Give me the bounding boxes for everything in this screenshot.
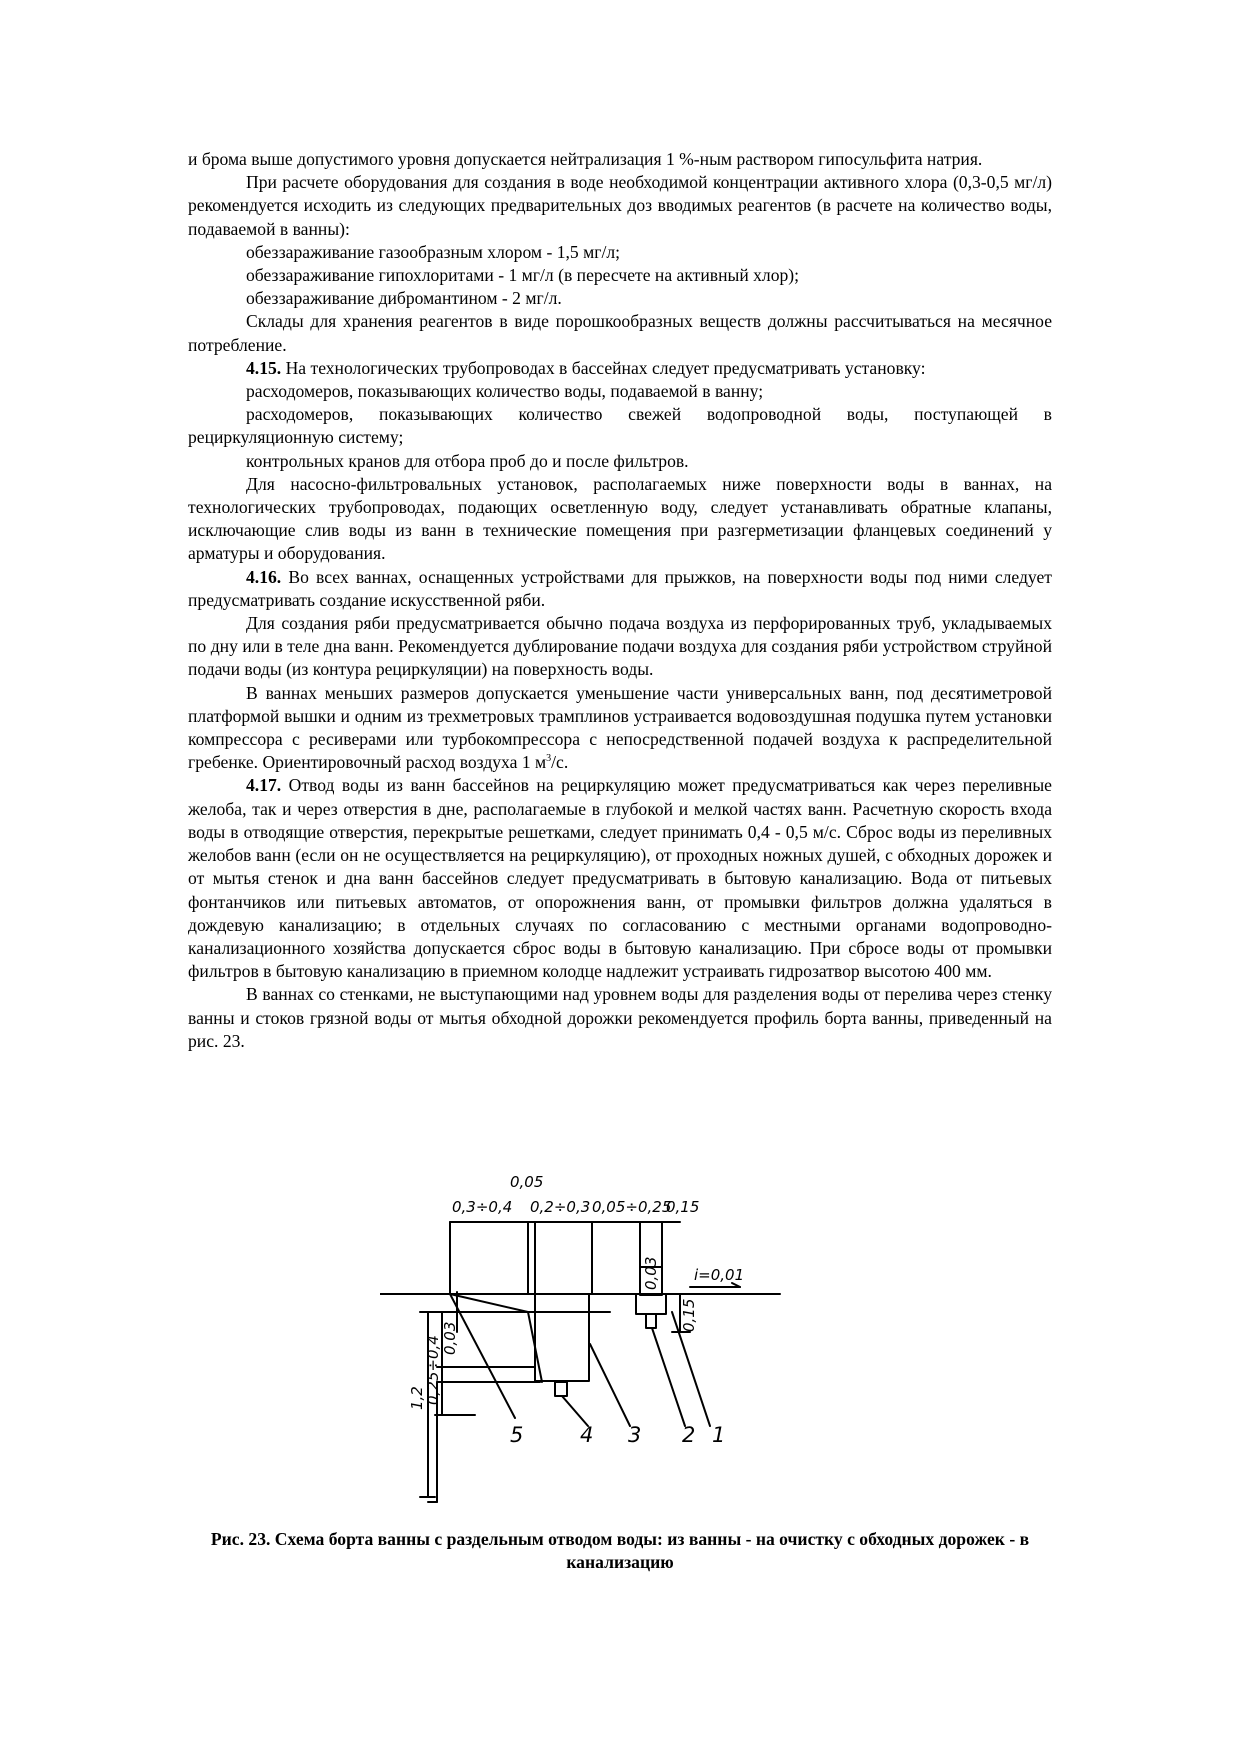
gutter-channel [535,1294,589,1381]
dim-label: 0,05 [510,1173,544,1191]
callout-number: 4 [580,1423,594,1447]
list-item: обеззараживание газообразным хлором - 1,5 мг/л; [246,241,621,262]
dim-label: 0,05÷0,25 [592,1198,672,1216]
figure-23-pool-edge-diagram [380,1172,880,1518]
dim-label: 0,25÷0,4 [424,1335,442,1405]
paragraph-text: В ваннах меньших размеров допускается уменьшение части универсальных ванн, под десятиметровой платформой вышки и одним из трехметровых трамплинов устраивается водовоздушная подушка путем установки компрессора с ресиверами или турбокомпрессора с непосредственной подачей воздуха к распределительной гребенке. Ориентировочный расход воздуха 1 м [188,682,1052,773]
callout-number: 2 [682,1423,696,1447]
paragraph-text: Отвод воды из ванн бассейнов на рециркуляцию может предусматриваться как через переливные желоба, так и через отверстия в дне, располагаемые в глубокой и мелкой частях ванн. Расчетную скорость входа воды в отводящие отверстия, перекрытые решетками, следует принимать 0,4 - 0,5 м/с. Сброс воды из переливных желобов ванн (если он не осуществляется на рециркуляцию), от проходных ножных душей, с обходных дорожек и от мытья стенок и дна ванн бассейнов следует предусматривать в бытовую канализацию. Вода от питьевых фонтанчиков или питьевых автоматов, от опорожнения ванн, от промывки фильтров должна удаляться в дождевую канализацию; в отдельных случаях по согласованию с местными органами водопроводно-канализационного хозяйства допускается сброс воды в бытовую канализацию. При сбросе воды от промывки фильтров в бытовую канализацию в приемном колодце надлежит устраивать гидрозатвор высотою 400 мм. [188,775,1052,982]
section-number: 4.17. [246,775,282,796]
list-item: расходомеров, показывающих количество свежей водопроводной воды, поступающей в рециркуляционную систему; [188,404,1052,448]
paragraph: В ваннах со стенками, не выступающими над уровнем воды для разделения воды от перелива через стенку ванны и стоков грязной воды от мытья обходной дорожки рекомендуется профиль борта ванны, приведенный на рис. 23. [188,984,1052,1051]
paragraph [188,682,1052,775]
superscript: 3 [546,753,552,765]
list-item: обеззараживание гипохлоритами - 1 мг/л (в пересчете на активный хлор); [246,265,800,286]
paragraph: и брома выше допустимого уровня допускается нейтрализация 1 %-ным раствором гипосульфита натрия. [188,149,983,169]
list-item: контрольных кранов для отбора проб до и после фильтров. [246,450,689,471]
paragraph-text: На технологических трубопроводах в бассейнах следует предусматривать установку: [281,357,926,378]
dim-label: 0,3÷0,4 [452,1198,513,1216]
section-number: 4.15. [246,357,282,378]
paragraph-text: Во всех ваннах, оснащенных устройствами для прыжков, на поверхности воды под ними следует предусматривать создание искусственной ряби. [188,566,1052,610]
callout-number: 5 [510,1423,524,1447]
list-item: обеззараживание дибромантином - 2 мг/л. [246,288,562,309]
slope-label: i=0,01 [694,1266,745,1284]
section-4-16 [188,566,1052,612]
right-channel [636,1294,666,1314]
figure-caption: Рис. 23. Схема борта ванны с раздельным отводом воды: из ванны - на очистку с обходных дорожек - в канализацию [210,1529,1030,1572]
list-item: расходомеров, показывающих количество воды, подаваемой в ванну; [246,381,764,402]
callout-number: 3 [628,1423,642,1447]
section-4-15 [188,357,1052,380]
callout-leader-4 [562,1396,588,1426]
paragraph: Для насосно-фильтровальных установок, располагаемых ниже поверхности воды в ваннах, на технологических трубопроводах, подающих осветленную воду, следует устанавливать обратные клапаны, исключающие слив воды из ванн в технические помещения при разгерметизации фланцевых соединений у арматуры и оборудования. [188,473,1052,564]
paragraph: При расчете оборудования для создания в воде необходимой концентрации активного хлора (0,3-0,5 мг/л) рекомендуется исходить из следующих предварительных доз вводимых реагентов (в расчете на количество воды, подаваемой в ванны): [188,172,1052,239]
dim-label: 0,15 [666,1198,700,1216]
pool-edge-drawing [380,1172,880,1518]
callout-number: 1 [712,1423,726,1447]
dim-label: 0,03 [642,1256,660,1290]
document-body [188,148,1052,1053]
paragraph: Склады для хранения реагентов в виде порошкообразных веществ должны рассчитываться на месячное потребление. [188,311,1052,355]
paragraph-text: /с. [551,752,569,773]
section-number: 4.16. [246,566,282,587]
dim-label: 1,2 [408,1386,426,1410]
dim-label: 0,15 [680,1298,698,1332]
callout-leader-2 [652,1328,685,1426]
dim-label: 0,2÷0,3 [530,1198,591,1216]
section-4-17 [188,774,1052,983]
dim-label: 0,03 [441,1321,459,1355]
paragraph: Для создания ряби предусматривается обычно подача воздуха из перфорированных труб, укладываемых по дну или в теле дна ванн. Рекомендуется дублирование подачи воздуха для создания ряби устройством струйной подачи воды (из контура рециркуляции) на поверхность воды. [188,613,1052,680]
callout-leader-3 [590,1344,630,1426]
